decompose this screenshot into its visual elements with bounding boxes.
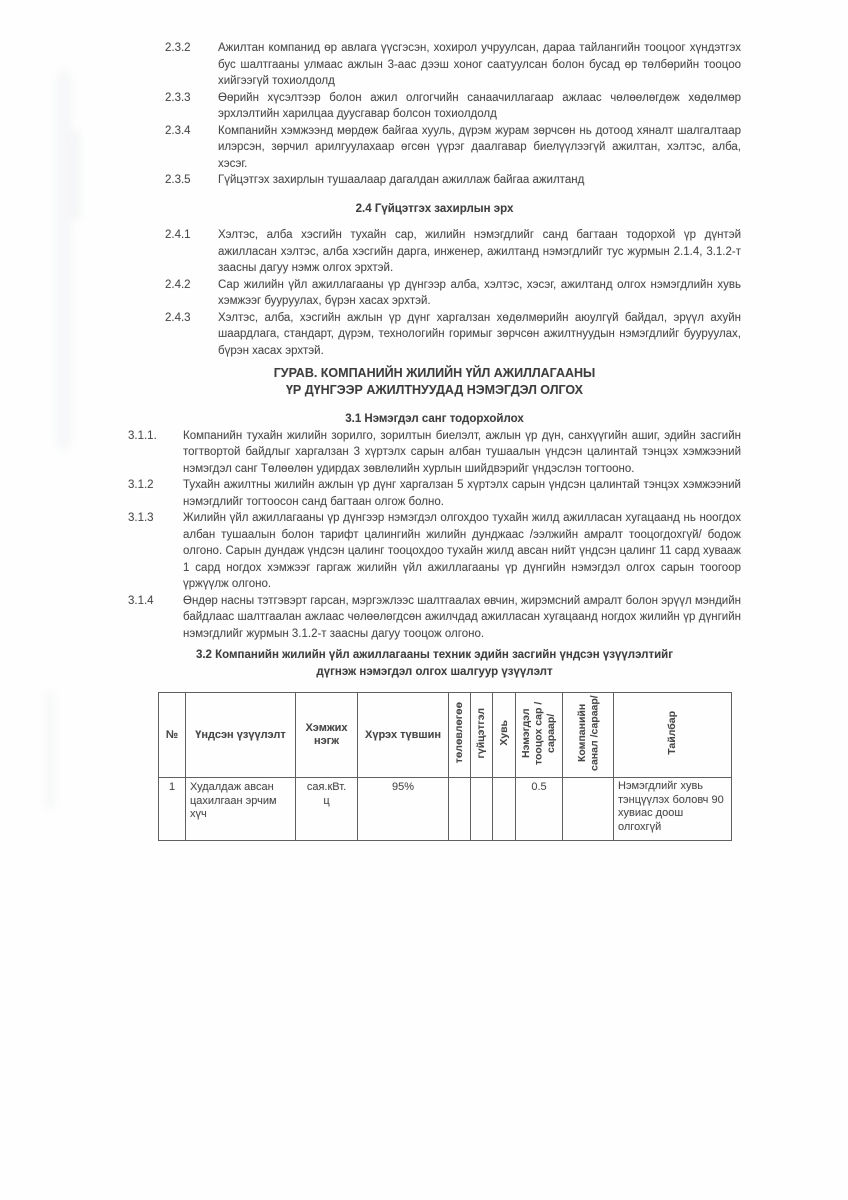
scan-artifact — [56, 70, 72, 450]
col-header-actual — [471, 693, 493, 778]
document-content — [128, 40, 741, 841]
item-number: 3.1.2 — [128, 479, 154, 491]
cell-target: 95% — [358, 778, 449, 841]
cell-months: 0.5 — [516, 778, 563, 841]
list-item — [128, 123, 741, 173]
item-number: 3.1.4 — [128, 594, 154, 607]
list-item — [128, 310, 741, 360]
item-text: Хэлтэс, алба хэсгийн тухайн сар, жилийн нэмэгдлийг санд багтаан тодорхой үр дүнтэй ажилласан хэлтэс, алба хэсгийн дарга, инженер, ажилтанд нэмэгдлийг тус журмын 2.1.4, 3.1.2-т заасны дагуу нэмж олгох эрхтэй. — [218, 229, 741, 274]
item-number: 2.4.2 — [165, 278, 191, 291]
item-number: 2.4.1 — [165, 229, 191, 241]
item-text: Өндөр насны тэтгэвэрт гарсан, мэргэжлээс шалтгаалах өвчин, жирэмсний амралт болон эрүүл мэндийн байдлаас шалтгаалан ажлаас чөлөөлөгдсөн ажилчдад ажилласан хугацаанд ногдох жилийн үр дүнгийн нэмэгдлийг журмын 3.1.2-т заасны дагуу тооцож олгоно. — [183, 594, 741, 640]
criteria-table — [158, 692, 732, 841]
col-header-months — [516, 693, 563, 778]
col-header-label: Хэмжих нэгж — [305, 722, 348, 747]
chapter-heading — [128, 365, 741, 399]
cell-plan — [449, 778, 471, 841]
col-header-label: Нэмэгдэл тооцох сар /сараар/ — [520, 701, 558, 765]
list-item — [128, 477, 741, 510]
col-header-target — [358, 693, 449, 778]
cell-company-proposal — [563, 778, 614, 841]
item-text: Өөрийн хүсэлтээр болон ажил олгогчийн санаачиллагаар ажлаас чөлөөлөгдөж хөдөлмөр эрхлэлтийн харилцаа дуусгавар болсон тохиолдолд — [218, 91, 741, 120]
list-item — [128, 277, 741, 310]
cell-indicator: Худалдаж авсан цахилгаан эрчим хүч — [186, 778, 296, 841]
section-heading-3-2-line1: 3.2 Компанийн жилийн үйл ажиллагааны техник эдийн засгийн үндсэн үзүүлэлтийг — [195, 649, 674, 661]
section-heading-3-1: 3.1 Нэмэгдэл санг тодорхойлох — [345, 413, 524, 425]
col-header-label: Хувь — [497, 720, 510, 746]
item-text: Компанийн тухайн жилийн зорилго, зорилтын биелэлт, ажлын үр дүн, санхүүгийн ашиг, эдийн засгийн тогтвортой байдлыг харгалзан 3 хүртэлх сарын албан тушаалын үндсэн цалинтай тэнцэх хэмжээний нэмэгдэл санг Төлөөлөн удирдах зөвлөлийн хурлын шийдвэрийг үндэслэн тогтооно. — [183, 429, 741, 475]
col-header-percent — [493, 693, 516, 778]
item-number: 3.1.3 — [128, 512, 154, 524]
col-header-label: № — [165, 728, 179, 741]
list-item — [128, 428, 741, 478]
item-number: 2.3.5 — [165, 174, 191, 186]
item-text: Сар жилийн үйл ажиллагааны үр дүнгээр алба, хэлтэс, хэсэг, ажилтанд олгох нэмэгдлийн хувь хэмжээг бууруулах, бүрэн хасах эрхтэй. — [218, 278, 741, 307]
col-header-label: Хүрэх түвшин — [365, 728, 441, 741]
item-number: 2.4.3 — [165, 311, 191, 324]
item-number: 2.3.3 — [165, 91, 191, 104]
scan-artifact — [44, 690, 56, 810]
table-row — [159, 778, 732, 841]
col-header-label: төлөвлөгөө — [453, 702, 466, 764]
item-text: Компанийн хэмжээнд мөрдөж байгаа хууль, дүрэм журам зөрчсөн нь дотоод хяналт шалгалтаар илэрсэн, зөрчил арилгуулахаар өгсөн үүрэг даалгавар биелүүлээгүй ажилтан, хэлтэс, алба, хэсэг. — [218, 124, 741, 170]
item-number: 2.3.2 — [165, 42, 191, 54]
item-number: 3.1.1. — [128, 429, 157, 442]
item-text: Хэлтэс, алба, хэсгийн ажлын үр дүнг харгалзан хөдөлмөрийн аюулгүй байдал, эрүүл ахуйн шаардлага, стандарт, дүрэм, технологийн горимыг зөрчсөн ажилтнуудын нэмэгдлийг бууруулах, бүрэн хасах эрхтэй. — [218, 311, 741, 357]
list-item — [128, 227, 741, 277]
section-heading-3-2-line2: дүгнэж нэмэгдэл олгох шалгуур үзүүлэлт — [316, 666, 553, 678]
criteria-table-wrap — [158, 692, 741, 841]
item-text: Гүйцэтгэх захирлын тушаалаар дагалдан ажиллаж байгаа ажилтанд — [218, 174, 585, 186]
cell-no: 1 — [159, 778, 186, 841]
col-header-label: Тайлбар — [666, 711, 679, 755]
col-header-indicator — [186, 693, 296, 778]
col-header-note — [614, 693, 732, 778]
section-heading-2-4: 2.4 Гүйцэтгэх захирлын эрх — [355, 202, 514, 215]
item-text: Тухайн ажилтны жилийн ажлын үр дүнг харгалзан 5 хүртэлх сарын үндсэн цалинтай тэнцэх хэмжээний нэмэгдлийг тогтоосон санд багтаан олгож болно. — [183, 479, 741, 508]
section-heading-3-2 — [128, 647, 741, 681]
item-number: 2.3.4 — [165, 124, 191, 137]
cell-percent — [493, 778, 516, 841]
col-header-company-proposal — [563, 693, 614, 778]
col-header-label: Компанийн санал /сараар/ — [575, 695, 600, 771]
cell-actual — [471, 778, 493, 841]
list-item — [128, 593, 741, 643]
item-text: Жилийн үйл ажиллагааны үр дүнгээр нэмэгдэл олгохдоо тухайн жилд ажилласан хугацаанд нь ноогдох албан тушаалын болон тарифт цалингийн жилийн дунджаас /ээлжийн амралт тооцогдохгүй/ бодож олгоно. Сарын дундаж үндсэн цалинг тооцохдоо тухайн жилд авсан нийт үндсэн цалинг 11 сард хувааж 1 сард ногдох хэмжээг гаргаж жилийн үйл ажиллагааны үр дүнгийн нэмэгдэл олгох сарын тоогоор үржүүлж олгоно. — [183, 512, 741, 590]
list-item — [128, 510, 741, 593]
col-header-no — [159, 693, 186, 778]
list-item — [128, 172, 741, 189]
col-header-label: гүйцэтгэл — [475, 707, 488, 759]
col-header-unit — [296, 693, 358, 778]
col-header-label: Үндсэн үзүүлэлт — [195, 728, 286, 741]
item-text: Ажилтан компанид өр авлага үүсгэсэн, хохирол учруулсан, дараа тайлангийн тооцоог хүндэтгэх бус шалтгааны улмаас ажлын 3-аас дээш хоног саатуулсан болон бусад өр төлбөрийн тооцоо хийгээгүй тохиолдолд — [218, 42, 741, 87]
list-item — [128, 40, 741, 90]
list-item — [128, 90, 741, 123]
chapter-heading-line2: ҮР ДҮНГЭЭР АЖИЛТНУУДАД НЭМЭГДЭЛ ОЛГОХ — [285, 383, 583, 397]
table-header-row — [159, 693, 732, 778]
scan-artifact — [72, 130, 80, 220]
cell-unit: сая.кВт. ц — [296, 778, 358, 841]
col-header-plan — [449, 693, 471, 778]
chapter-heading-line1: ГУРАВ. КОМПАНИЙН ЖИЛИЙН ҮЙЛ АЖИЛЛАГААНЫ — [273, 366, 596, 380]
cell-note: Нэмэгдлийг хувь тэнцүүлэх боловч 90 хувиас доош олгохгүй — [614, 778, 732, 841]
